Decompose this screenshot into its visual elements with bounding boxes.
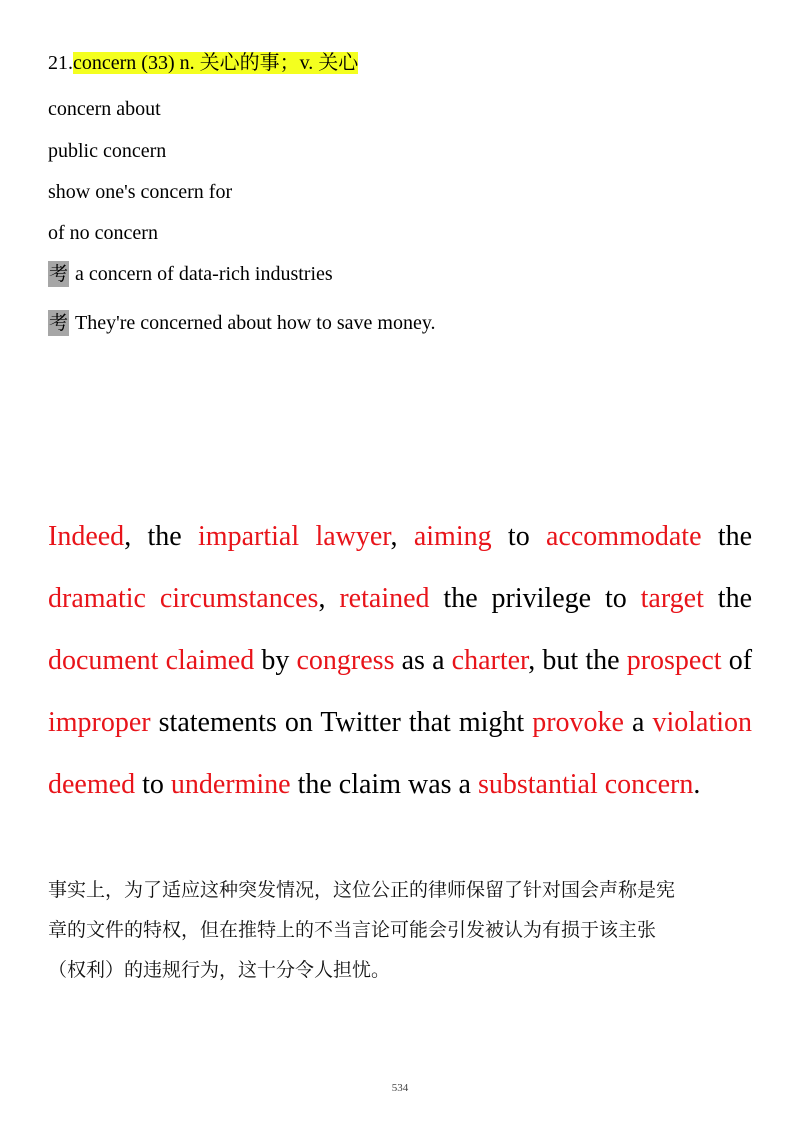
paragraph-text: to bbox=[491, 521, 547, 552]
paragraph-text: the bbox=[701, 521, 753, 552]
keyword-highlight: lawyer bbox=[315, 521, 391, 552]
keyword-highlight: retained bbox=[339, 583, 430, 614]
keyword-highlight: prospect bbox=[626, 645, 722, 676]
phrase-item: of no concern bbox=[48, 222, 158, 244]
keyword-highlight: target bbox=[640, 583, 704, 614]
phrase-item: public concern bbox=[48, 140, 167, 162]
paragraph-text: the claim was a bbox=[290, 769, 478, 800]
keyword-highlight: improper bbox=[48, 707, 151, 738]
paragraph-text: the privilege to bbox=[429, 583, 641, 614]
page-number: 534 bbox=[391, 1082, 409, 1094]
keyword-highlight: charter bbox=[451, 645, 529, 676]
paragraph-text: by bbox=[254, 645, 297, 676]
keyword-highlight: Indeed bbox=[48, 521, 125, 552]
keyword-highlight: concern bbox=[604, 769, 694, 800]
translation-line: （权利）的违规行为，这十分令人担忧。 bbox=[48, 959, 391, 981]
exam-example bbox=[48, 261, 333, 287]
keyword-highlight: circumstances bbox=[159, 583, 319, 614]
paragraph-text: statements on Twitter that might bbox=[150, 707, 533, 738]
exam-example-text: a concern of data-rich industries bbox=[75, 263, 333, 285]
example-paragraph bbox=[48, 506, 752, 816]
paragraph-text: . bbox=[693, 769, 701, 800]
exam-example bbox=[48, 310, 436, 336]
paragraph-text: , bbox=[390, 521, 414, 552]
paragraph-text: , but the bbox=[528, 645, 627, 676]
phrase-item: concern about bbox=[48, 98, 161, 120]
paragraph-text bbox=[146, 583, 160, 614]
exam-example-text: They're concerned about how to save money. bbox=[75, 312, 436, 334]
keyword-highlight: claimed bbox=[165, 645, 255, 676]
paragraph-text bbox=[598, 769, 605, 800]
paragraph-text: a bbox=[623, 707, 653, 738]
paragraph-text: as a bbox=[394, 645, 452, 676]
keyword-highlight: violation bbox=[652, 707, 752, 738]
keyword-highlight: aiming bbox=[413, 521, 492, 552]
keyword-highlight: congress bbox=[296, 645, 395, 676]
paragraph-text bbox=[158, 645, 165, 676]
exam-mark-badge: 考 bbox=[49, 312, 69, 334]
entry-headword: concern (33) n. 关心的事；v. 关心 bbox=[73, 52, 359, 74]
translation-line: 事实上，为了适应这种突发情况，这位公正的律师保留了针对国会声称是宪 bbox=[48, 879, 676, 901]
paragraph-text bbox=[299, 521, 315, 552]
paragraph-text: the bbox=[703, 583, 752, 614]
keyword-highlight: document bbox=[48, 645, 159, 676]
keyword-highlight: undermine bbox=[170, 769, 291, 800]
translation-line: 章的文件的特权，但在推特上的不当言论可能会引发被认为有损于该主张 bbox=[48, 919, 657, 941]
keyword-highlight: deemed bbox=[48, 769, 136, 800]
keyword-highlight: impartial bbox=[198, 521, 300, 552]
paragraph-text: to bbox=[135, 769, 171, 800]
keyword-highlight: dramatic bbox=[48, 583, 146, 614]
exam-mark-badge: 考 bbox=[49, 263, 69, 285]
phrase-item: show one's concern for bbox=[48, 181, 233, 203]
keyword-highlight: accommodate bbox=[546, 521, 702, 552]
paragraph-text: of bbox=[721, 645, 753, 676]
keyword-highlight: substantial bbox=[477, 769, 598, 800]
entry-heading bbox=[48, 48, 358, 78]
paragraph-text: , the bbox=[124, 521, 199, 552]
keyword-highlight: provoke bbox=[532, 707, 624, 738]
entry-number: 21. bbox=[48, 52, 73, 74]
chinese-translation bbox=[48, 870, 754, 990]
paragraph-text: , bbox=[318, 583, 340, 614]
